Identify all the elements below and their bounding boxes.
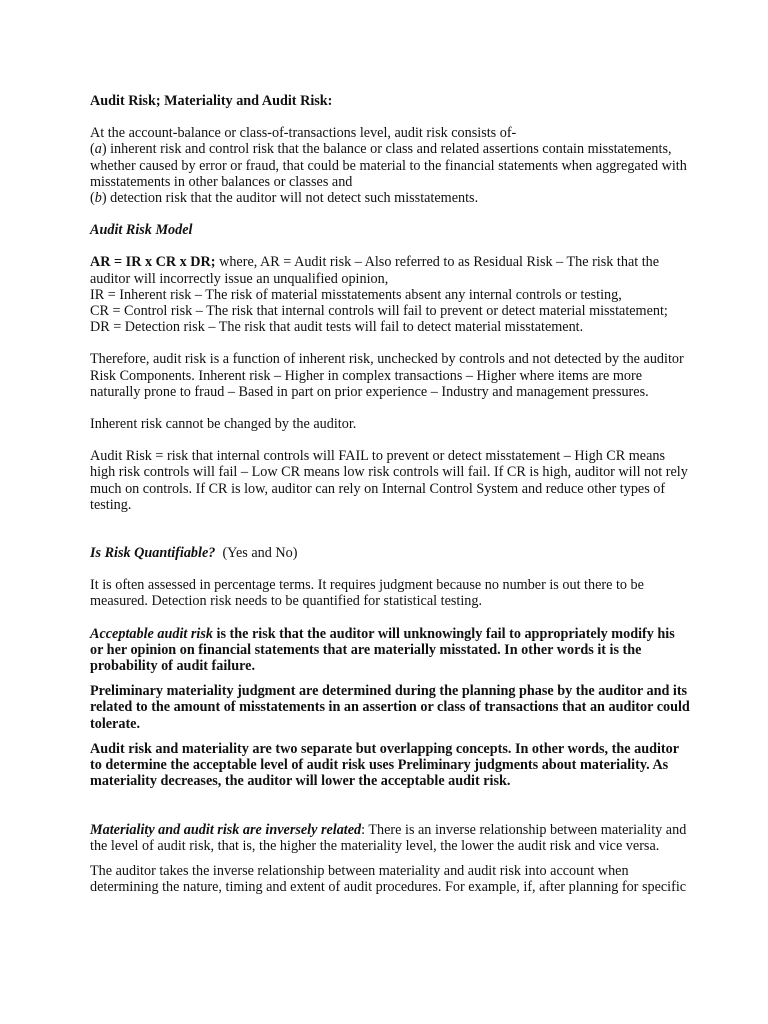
item-b-marker: b (94, 190, 102, 207)
acceptable-risk-paragraph (90, 626, 690, 675)
document-title: Audit Risk; Materiality and Audit Risk: (90, 93, 333, 109)
intro-item-a: (a) inherent risk and control risk that the balance or class and related assertions contain misstatements, whether caused by error or fraud, that could be material to the financial statements when aggregated with misstatements in other balances or classes and (90, 141, 687, 190)
model-heading: Audit Risk Model (90, 222, 193, 239)
model-formula: AR = IR x CR x DR; (90, 254, 216, 271)
inverse-term: Materiality and audit risk are inversely related (90, 821, 362, 838)
model-formula-rest: where, AR = Audit risk – Also referred to as Residual Risk – The risk that the auditor will incorrectly issue an unqualified opinion, (90, 254, 660, 287)
quantifiable-paragraph: It is often assessed in percentage terms. It requires judgment because no number is out there to be measured. Detection risk needs to be quantified for statistical testing. (90, 577, 644, 610)
therefore-paragraph: Therefore, audit risk is a function of inherent risk, unchecked by controls and not detected by the auditor Risk Components. Inherent risk – Higher in complex transactions – Higher where items are more naturally prone to fraud – Based in part on prior experience – Industry and management pressures. (90, 351, 684, 400)
model-ir: IR = Inherent risk – The risk of material misstatements absent any internal controls or testing, (90, 286, 622, 303)
intro-line: At the account-balance or class-of-transactions level, audit risk consists of- (90, 125, 517, 142)
overlapping-paragraph: Audit risk and materiality are two separate but overlapping concepts. In other words, the auditor to determine the acceptable level of audit risk uses Preliminary judgments about materiality. As materiality decreases, the auditor will lower the acceptable audit risk. (90, 740, 679, 790)
model-definitions (90, 254, 690, 335)
inherent-risk-note: Inherent risk cannot be changed by the auditor. (90, 416, 357, 433)
model-cr: CR = Control risk – The risk that internal controls will fail to prevent or detect material misstatement; (90, 303, 668, 320)
document-page (90, 93, 690, 895)
quantifiable-line (90, 545, 690, 561)
acceptable-risk-term: Acceptable audit risk (90, 625, 213, 642)
quantifiable-answer: (Yes and No) (215, 545, 298, 562)
acceptable-risk-text: is the risk that the auditor will unknowingly fail to appropriately modify his or her opinion on financial statements that are materially misstated. In other words it is the probability of audit failure. (90, 625, 675, 675)
model-formula-line (90, 254, 690, 286)
inverse-paragraph (90, 822, 690, 854)
inverse-text: : There is an inverse relationship between materiality and the level of audit risk, that is, the higher the materiality level, the lower the audit risk and vice versa. (90, 821, 687, 854)
quantifiable-heading: Is Risk Quantifiable? (90, 545, 216, 562)
intro-paragraph (90, 125, 690, 206)
item-a-text: inherent risk and control risk that the balance or class and related assertions contain misstatements, whether caused by error or fraud, that could be material to the financial statements when aggregated with misstatements in other balances or classes and (90, 141, 687, 190)
last-paragraph: The auditor takes the inverse relationship between materiality and audit risk into account when determining the nature, timing and extent of audit procedures. For example, if, after planning for specific (90, 862, 687, 896)
item-b-text: detection risk that the auditor will not detect such misstatements. (106, 190, 479, 207)
model-dr: DR = Detection risk – The risk that audit tests will fail to detect material misstatement. (90, 319, 584, 336)
item-a-marker: a (94, 141, 102, 158)
control-risk-paragraph: Audit Risk = risk that internal controls will FAIL to prevent or detect misstatement – High CR means high risk controls will fail – Low CR means low risk controls will fail. If CR is high, auditor will not rely much on controls. If CR is low, auditor can rely on Internal Control System and reduce other types of testing. (90, 448, 688, 513)
preliminary-paragraph: Preliminary materiality judgment are determined during the planning phase by the auditor and its related to the amount of misstatements in an assertion or class of transactions that an auditor could tolerate. (90, 683, 690, 732)
intro-item-b: (b) detection risk that the auditor will not detect such misstatements. (90, 190, 479, 207)
